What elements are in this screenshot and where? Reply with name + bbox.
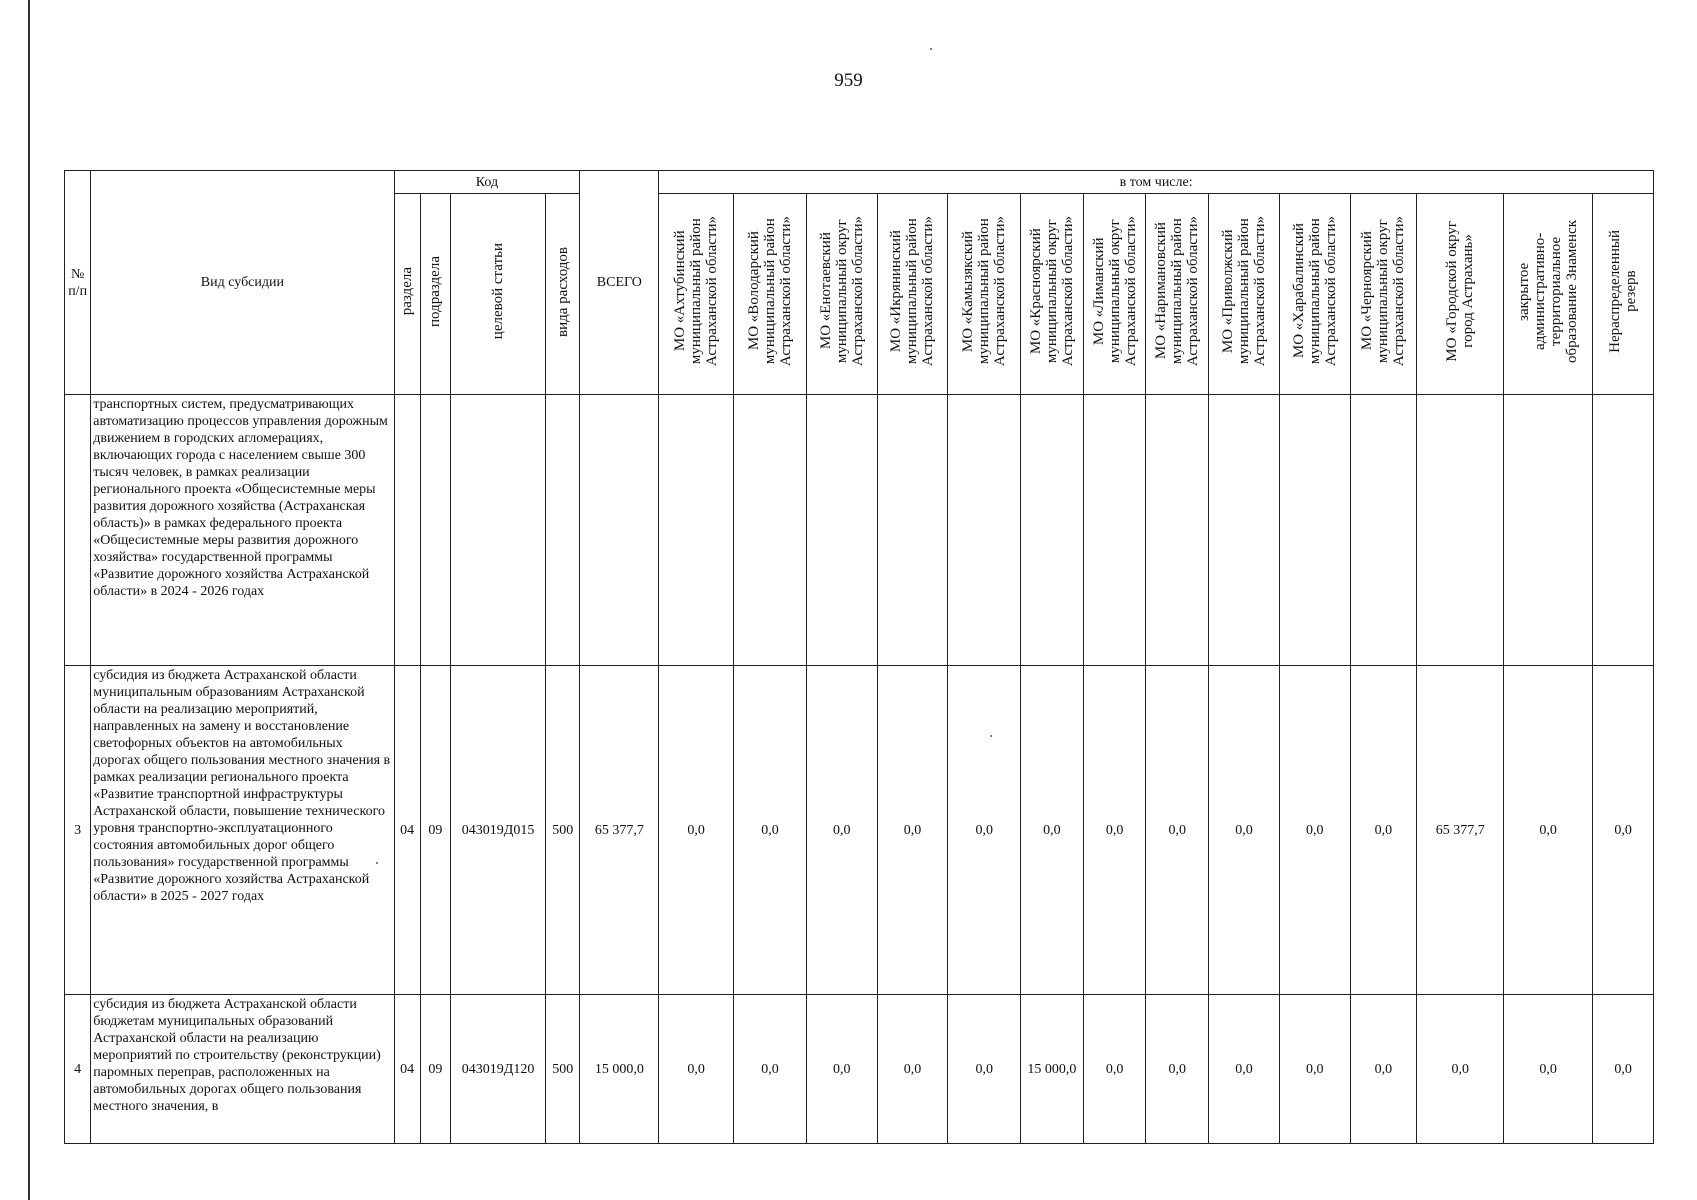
cell-total: 65 377,7 (580, 666, 659, 995)
left-margin-rule (28, 0, 30, 1200)
cell-municipality-value: 0,0 (1417, 995, 1504, 1144)
cell-municipality-value: 15 000,0 (1021, 995, 1084, 1144)
cell-municipality-value: 0,0 (1504, 995, 1593, 1144)
header-code-group: Код (394, 171, 580, 194)
table-row (65, 995, 1654, 1144)
row-number (65, 395, 91, 666)
cell-municipality-value (1504, 395, 1593, 666)
header-municipality-label: закрытое административно- территориальное образование Знаменск (1516, 220, 1581, 363)
cell-expense: 500 (546, 666, 580, 995)
cell-municipality-value: 0,0 (1593, 995, 1654, 1144)
cell-municipality-value: 0,0 (1083, 995, 1146, 1144)
cell-target: 043019Д120 (451, 995, 546, 1144)
cell-municipality-value: 0,0 (1593, 666, 1654, 995)
header-code-target: целевой статьи (451, 194, 546, 395)
header-municipality-label: МО «Камызякский муниципальный район Астраханской области» (960, 216, 1009, 367)
cell-municipality-value (1083, 395, 1146, 666)
page-number: 959 (834, 70, 863, 91)
header-municipality (1021, 194, 1084, 395)
cell-municipality-value: 0,0 (659, 995, 734, 1144)
header-including: в том числе: (659, 171, 1654, 194)
header-municipality (1083, 194, 1146, 395)
header-municipality (877, 194, 948, 395)
cell-expense: 500 (546, 995, 580, 1144)
header-municipality-label: МО «Приволжский муниципальный район Астраханской области» (1219, 216, 1268, 367)
cell-subsection (420, 395, 450, 666)
cell-municipality-value (948, 395, 1021, 666)
scan-speck (930, 48, 932, 50)
cell-municipality-value (734, 395, 807, 666)
header-municipality-label: МО «Володарский муниципальный район Астраханской области» (745, 216, 794, 367)
header-num-label: № п/п (68, 266, 88, 299)
header-municipality-label: МО «Наримановский муниципальный район Астраханской области» (1153, 216, 1202, 367)
header-code-expense: вида расходов (546, 194, 580, 395)
header-code-section: раздела (394, 194, 420, 395)
cell-municipality-value (1146, 395, 1209, 666)
header-municipality (734, 194, 807, 395)
header-municipality-label: МО «Ахтубинский муниципальный район Астраханской области» (672, 216, 721, 367)
cell-municipality-value: 0,0 (734, 995, 807, 1144)
cell-municipality-value: 0,0 (1021, 666, 1084, 995)
header-municipality-label: МО «Красноярский муниципальный округ Астраханской области» (1027, 216, 1076, 367)
cell-municipality-value (877, 395, 948, 666)
header-type-label: Вид субсидии (200, 275, 284, 290)
row-description: субсидия из бюджета Астраханской области бюджетам муниципальных образований Астраханской области на реализацию мероприятий по строительству (реконструкции) паромных переправ, расположенных на автомобильных дорогах общего пользования местного значения, в (91, 995, 394, 1144)
cell-municipality-value: 0,0 (734, 666, 807, 995)
header-municipality (948, 194, 1021, 395)
cell-section (394, 395, 420, 666)
cell-municipality-value: 0,0 (1209, 995, 1280, 1144)
cell-target (451, 395, 546, 666)
table-row (65, 395, 1654, 666)
cell-municipality-value (1350, 395, 1417, 666)
cell-municipality-value: 0,0 (1146, 666, 1209, 995)
header-municipality-label: МО «Енотаевский муниципальный округ Астраханской области» (817, 216, 866, 367)
cell-municipality-value (1279, 395, 1350, 666)
cell-municipality-value: 0,0 (806, 666, 877, 995)
cell-municipality-value (659, 395, 734, 666)
row-description: транспортных систем, предусматривающих автоматизацию процессов управления дорожным движением в городских агломерациях, включающих города с населением свыше 300 тысяч человек, в рамках реализации регионального проекта «Общесистемные меры развития дорожного хозяйства (Астраханская область)» в рамках федерального проекта «Общесистемные меры развития дорожного хозяйства» государственной программы «Развитие дорожного хозяйства Астраханской области» в 2024 - 2026 годах (91, 395, 394, 666)
cell-municipality-value: 0,0 (948, 666, 1021, 995)
cell-subsection: 09 (420, 995, 450, 1144)
header-municipality-label: Нераспределенный резерв (1607, 230, 1640, 353)
cell-subsection: 09 (420, 666, 450, 995)
header-municipality (659, 194, 734, 395)
header-municipality-label: МО «Харабалинский муниципальный район Астраханской области» (1290, 216, 1339, 367)
cell-municipality-value (1417, 395, 1504, 666)
cell-municipality-value: 0,0 (877, 995, 948, 1144)
cell-municipality-value: 0,0 (1504, 666, 1593, 995)
cell-section: 04 (394, 666, 420, 995)
cell-expense (546, 395, 580, 666)
cell-municipality-value: 0,0 (806, 995, 877, 1144)
cell-municipality-value: 65 377,7 (1417, 666, 1504, 995)
cell-municipality-value: 0,0 (1279, 995, 1350, 1144)
header-municipality (1350, 194, 1417, 395)
table-row (65, 666, 1654, 995)
subsidy-table (64, 170, 1654, 1144)
cell-municipality-value: 0,0 (1350, 666, 1417, 995)
header-code-subsection: подраздела (420, 194, 450, 395)
header-municipality-label: МО «Икрянинский муниципальный район Астраханской области» (888, 216, 937, 367)
header-municipality (1279, 194, 1350, 395)
header-type (91, 171, 394, 395)
header-municipality-label: МО «Лиманский муниципальный округ Астраханской области» (1090, 216, 1139, 367)
cell-total (580, 395, 659, 666)
cell-municipality-value: 0,0 (948, 995, 1021, 1144)
header-municipality (1504, 194, 1593, 395)
cell-municipality-value (1593, 395, 1654, 666)
row-number: 4 (65, 995, 91, 1144)
cell-municipality-value: 0,0 (877, 666, 948, 995)
cell-municipality-value: 0,0 (1209, 666, 1280, 995)
header-municipality-label: МО «Черноярский муниципальный округ Астраханской области» (1359, 216, 1408, 367)
cell-total: 15 000,0 (580, 995, 659, 1144)
row-number: 3 (65, 666, 91, 995)
header-municipality (806, 194, 877, 395)
cell-municipality-value: 0,0 (1279, 666, 1350, 995)
cell-municipality-value (806, 395, 877, 666)
cell-section: 04 (394, 995, 420, 1144)
header-num (65, 171, 91, 395)
cell-municipality-value: 0,0 (659, 666, 734, 995)
header-municipality (1417, 194, 1504, 395)
header-municipality (1146, 194, 1209, 395)
cell-municipality-value: 0,0 (1350, 995, 1417, 1144)
cell-municipality-value: 0,0 (1083, 666, 1146, 995)
header-municipality (1209, 194, 1280, 395)
header-municipality-label: МО «Городской округ город Астрахань» (1444, 221, 1477, 362)
row-description: субсидия из бюджета Астраханской области муниципальным образованиям Астраханской области на реализацию мероприятий, направленных на замену и восстановление светофорных объектов на автомобильных дорогах общего пользования местного значения в рамках реализации регионального проекта «Развитие транспортной инфраструктуры Астраханской области, повышение технического уровня транспортно-эксплуатационного состояния автомобильных дорог общего пользования» государственной программы «Развитие дорожного хозяйства Астраханской области» в 2025 - 2027 годах (91, 666, 394, 995)
cell-target: 043019Д015 (451, 666, 546, 995)
header-municipality (1593, 194, 1654, 395)
cell-municipality-value (1021, 395, 1084, 666)
cell-municipality-value: 0,0 (1146, 995, 1209, 1144)
header-total: ВСЕГО (580, 171, 659, 395)
cell-municipality-value (1209, 395, 1280, 666)
